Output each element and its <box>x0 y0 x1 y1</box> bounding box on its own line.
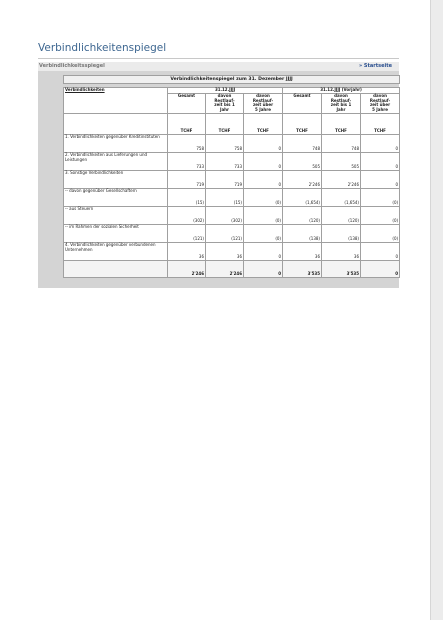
value-cell: 0 <box>244 170 283 188</box>
value-cell: 505 <box>283 152 322 170</box>
value-cell: 719 <box>206 170 244 188</box>
value-cell: (0) <box>361 224 400 242</box>
row-label: 2. Verbindlichkeiten aus Lieferungen und Leistungen <box>64 152 168 170</box>
value-cell: (0) <box>361 206 400 224</box>
total-value-cell: 3'535 <box>322 260 361 277</box>
report-header-bar <box>38 62 399 71</box>
value-cell: (1,654) <box>322 188 361 206</box>
value-cell: 758 <box>206 134 244 152</box>
value-cell: 2'246 <box>283 170 322 188</box>
total-row <box>64 260 400 277</box>
table-row <box>64 242 400 260</box>
subheader-cell: davon Restlauf-zeit bis 1 Jahr <box>206 93 244 113</box>
unit-cell: TCHF <box>244 113 283 134</box>
total-value-cell: 3'535 <box>283 260 322 277</box>
value-cell: 36 <box>283 242 322 260</box>
table-row <box>64 206 400 224</box>
table-row <box>64 170 400 188</box>
value-cell: (1,654) <box>283 188 322 206</box>
total-label <box>64 260 168 277</box>
row-label: 3. Sonstige Verbindlichkeiten <box>64 170 168 188</box>
value-cell: 505 <box>322 152 361 170</box>
value-cell: 36 <box>206 242 244 260</box>
value-cell: 733 <box>168 152 206 170</box>
table-row <box>64 224 400 242</box>
value-cell: (0) <box>244 224 283 242</box>
value-cell: 36 <box>322 242 361 260</box>
title-divider <box>38 58 399 59</box>
value-cell: 0 <box>244 152 283 170</box>
table-row <box>64 152 400 170</box>
value-cell: 0 <box>244 134 283 152</box>
period-prior-header: 31.12.JJJJ (Vorjahr) <box>283 88 400 94</box>
value-cell: (15) <box>206 188 244 206</box>
value-cell: 0 <box>361 152 400 170</box>
table-row <box>64 188 400 206</box>
table-banner: Verbindlichkeitenspiegel zum 31. Dezember JJJJ <box>64 76 400 84</box>
value-cell: (302) <box>168 206 206 224</box>
value-cell: (121) <box>168 224 206 242</box>
total-value-cell: 2'246 <box>206 260 244 277</box>
value-cell: (138) <box>322 224 361 242</box>
row-label: 1. Verbindlichkeiten gegenüber Kreditinstituten <box>64 134 168 152</box>
value-cell: 748 <box>322 134 361 152</box>
value-cell: 0 <box>361 134 400 152</box>
subheader-cell: Gesamt <box>168 93 206 113</box>
period-current-header: 31.12.JJJJ <box>168 88 283 94</box>
total-value-cell: 0 <box>361 260 400 277</box>
value-cell: 0 <box>244 242 283 260</box>
row-label: -- aus Steuern <box>64 206 168 224</box>
unit-cell: TCHF <box>361 113 400 134</box>
value-cell: (138) <box>283 224 322 242</box>
row-label: 4. Verbindlichkeiten gegenüber verbundenen Unternehmen <box>64 242 168 260</box>
value-cell: 0 <box>361 170 400 188</box>
table-row <box>64 134 400 152</box>
value-cell: (0) <box>244 188 283 206</box>
label-column-header: Verbindlichkeiten <box>64 88 168 114</box>
unit-cell: TCHF <box>168 113 206 134</box>
row-label: -- davon gegenüber Gesellschaftern <box>64 188 168 206</box>
total-value-cell: 2'246 <box>168 260 206 277</box>
value-cell: 2'246 <box>322 170 361 188</box>
liabilities-table <box>63 75 400 278</box>
value-cell: 719 <box>168 170 206 188</box>
startseite-link[interactable]: » Startseite <box>358 63 392 69</box>
page-title: Verbindlichkeitenspiegel <box>38 42 167 54</box>
value-cell: (15) <box>168 188 206 206</box>
unit-cell: TCHF <box>206 113 244 134</box>
page-edge <box>430 0 443 620</box>
value-cell: 748 <box>283 134 322 152</box>
row-label: -- im Rahmen der sozialen Sicherheit <box>64 224 168 242</box>
value-cell: (120) <box>322 206 361 224</box>
value-cell: (302) <box>206 206 244 224</box>
total-value-cell: 0 <box>244 260 283 277</box>
value-cell: (0) <box>361 188 400 206</box>
units-label-cell <box>64 113 168 134</box>
value-cell: (120) <box>283 206 322 224</box>
value-cell: (0) <box>244 206 283 224</box>
value-cell: 758 <box>168 134 206 152</box>
section-label: Verbindlichkeitsspiegel <box>39 63 105 69</box>
unit-cell: TCHF <box>283 113 322 134</box>
value-cell: 0 <box>361 242 400 260</box>
value-cell: 36 <box>168 242 206 260</box>
subheader-cell: davon Restlauf-zeit bis 1 Jahr <box>322 93 361 113</box>
subheader-cell: Gesamt <box>283 93 322 113</box>
value-cell: (121) <box>206 224 244 242</box>
subheader-cell: davon Restlauf-zeit über 5 Jahre <box>244 93 283 113</box>
value-cell: 733 <box>206 152 244 170</box>
subheader-cell: davon Restlauf-zeit über 5 Jahre <box>361 93 400 113</box>
unit-cell: TCHF <box>322 113 361 134</box>
